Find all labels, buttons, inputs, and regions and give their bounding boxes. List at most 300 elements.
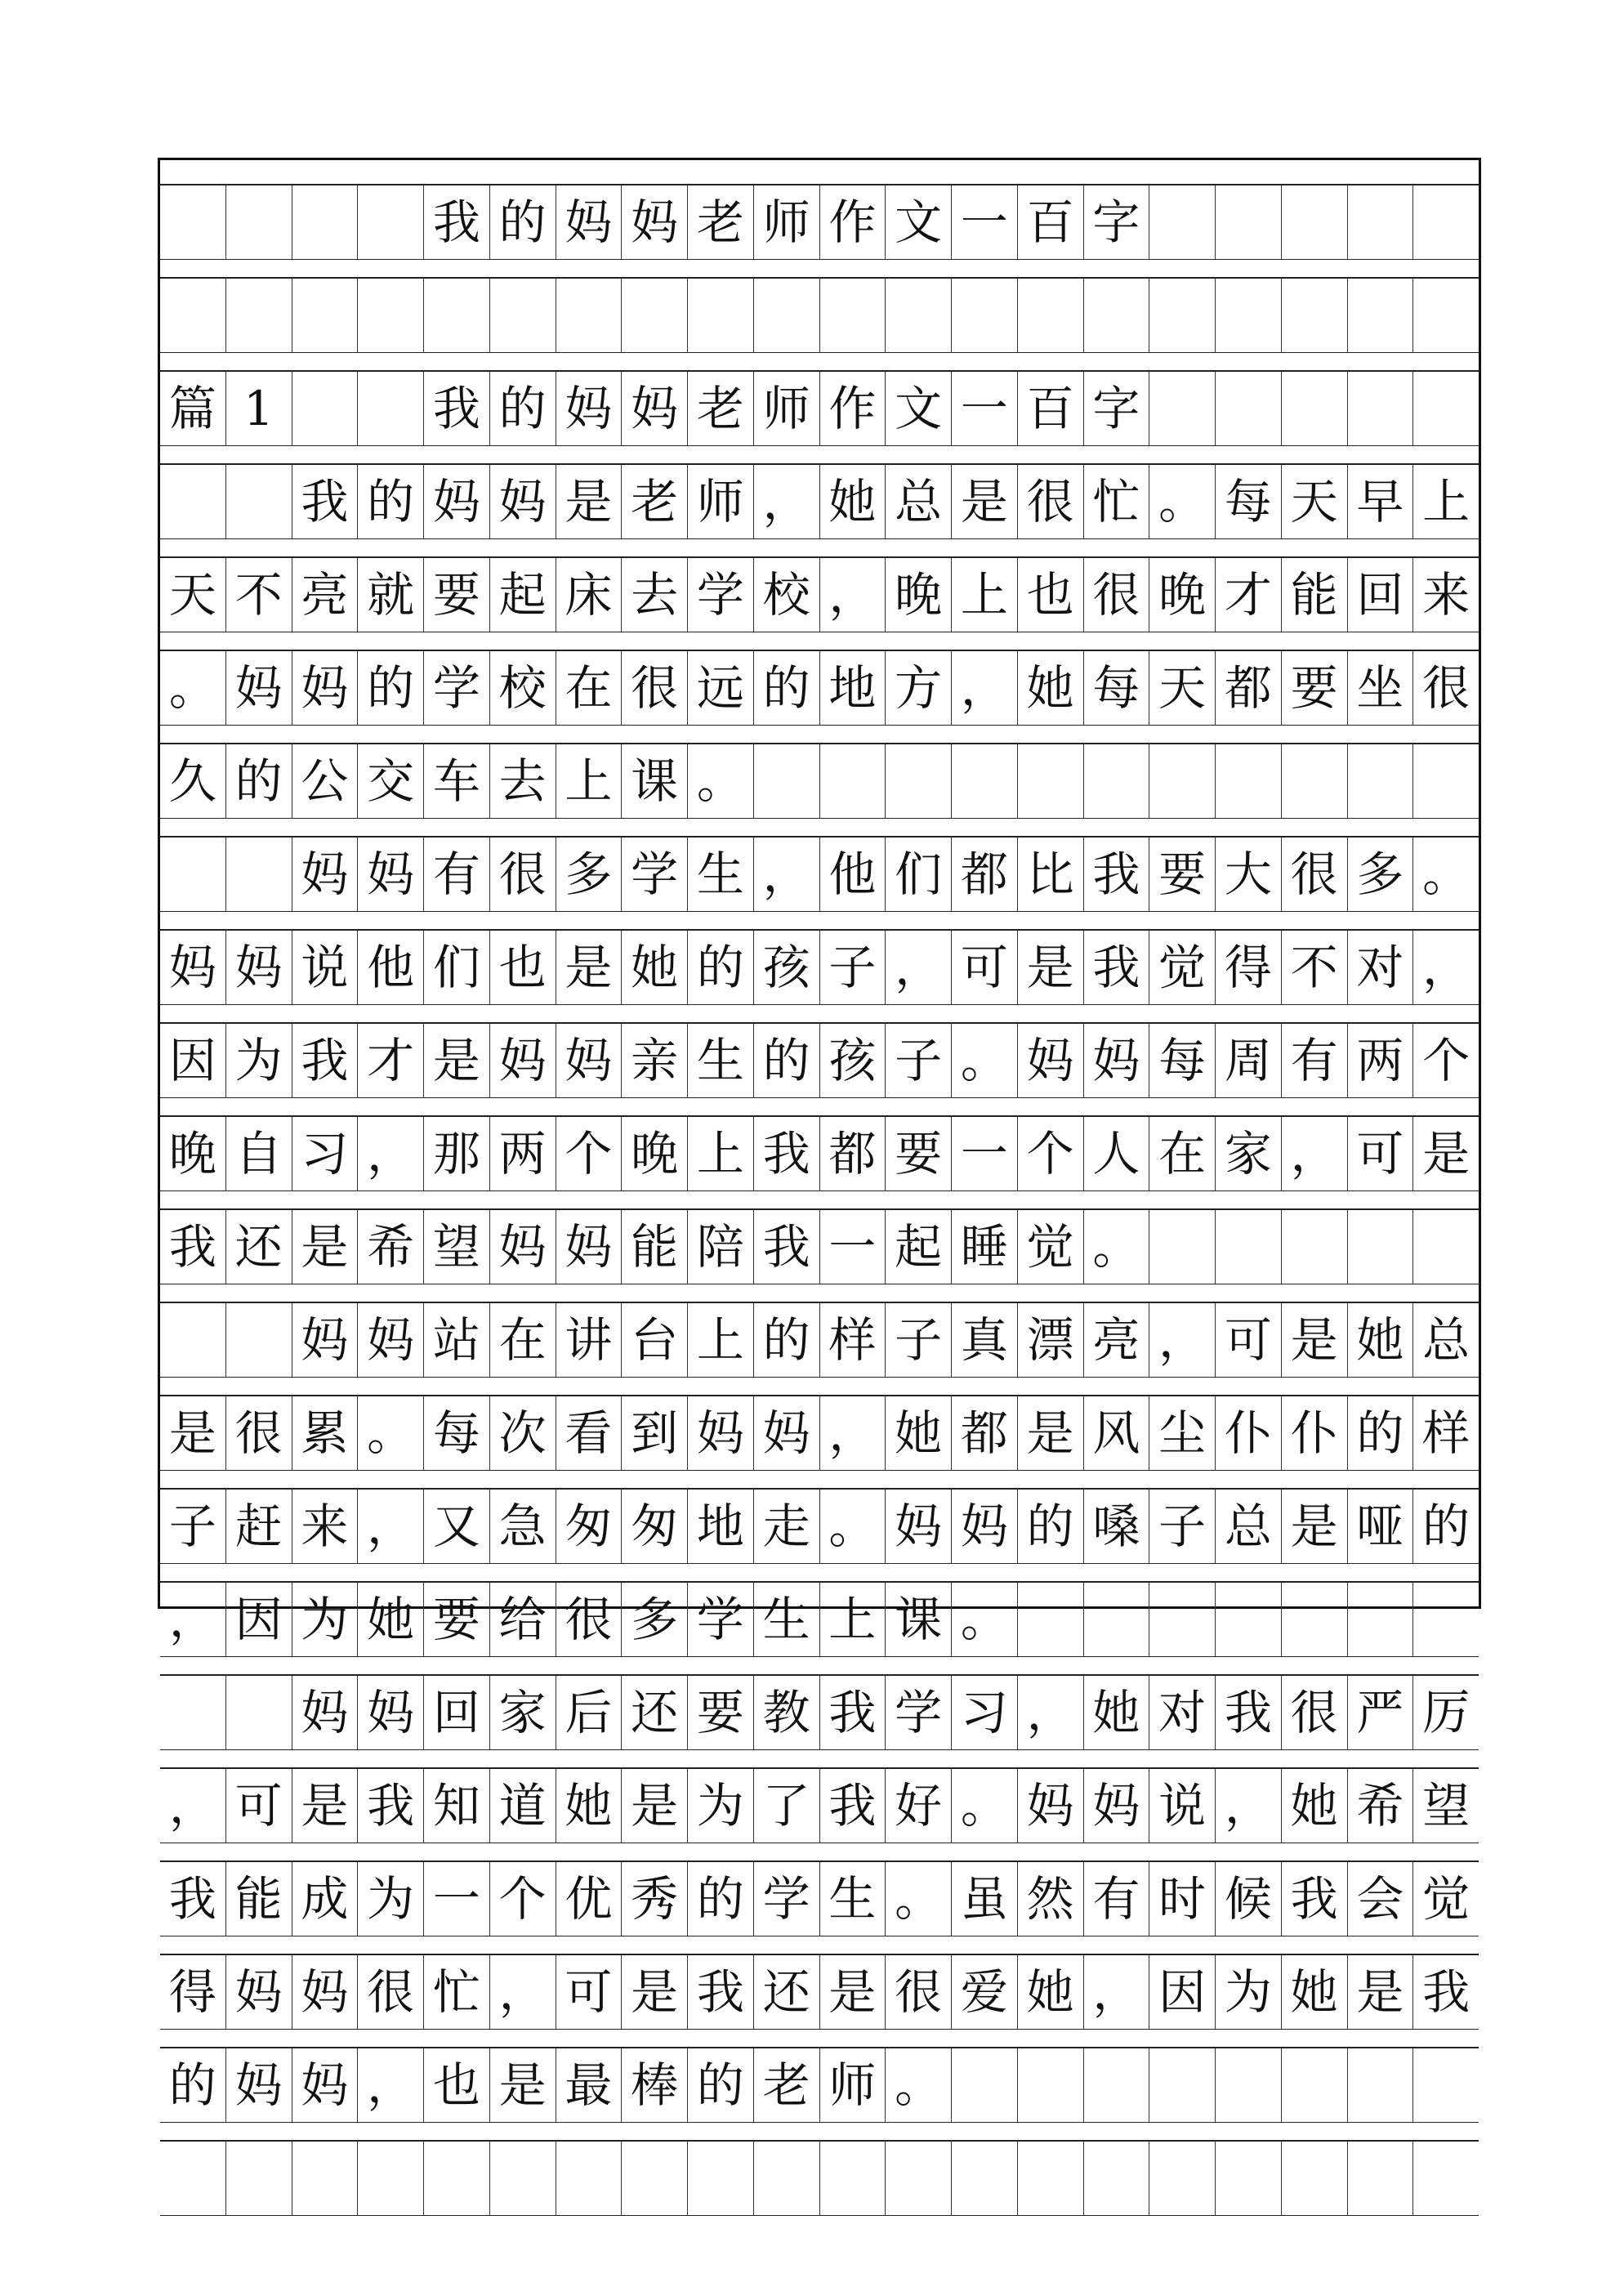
grid-cell: 很 [490,838,556,911]
grid-cell: 。 [820,1490,886,1563]
grid-cell: 她 [1282,1955,1348,2029]
grid-cell: 妈 [490,1024,556,1097]
grid-cell [1348,1583,1414,1656]
grid-cell: 为 [1216,1955,1282,2029]
grid-cell: 习 [292,1117,359,1190]
grid-cell: 1 [226,372,292,445]
grid-cell [886,2142,952,2215]
grid-cell [1348,744,1414,818]
grid-cell: 很 [358,1955,424,2029]
grid-cell: 讲 [556,1303,623,1377]
grid-cell: 匆 [622,1490,688,1563]
grid-cell: 知 [424,1769,490,1843]
grid-cell: 很 [1422,660,1470,716]
grid-row [160,744,1479,819]
grid-cell: 们 [886,838,952,911]
grid-cell: 因 [226,1583,292,1656]
grid-cell: 在 [490,1303,556,1377]
grid-cell: ， [1216,1769,1282,1843]
grid-cell: 教 [754,1676,820,1749]
grid-cell: 两 [1348,1024,1414,1097]
grid-cell: 周 [1216,1024,1282,1097]
grid-cell: 公 [292,744,359,818]
grid-cell: 说 [292,931,359,1004]
grid-cell [1413,372,1479,445]
grid-cell: 百 [1018,185,1084,259]
grid-cell: 一 [952,185,1018,259]
grid-cell: 走 [754,1490,820,1563]
grid-cell [1413,1210,1479,1284]
grid-cell [1413,1583,1479,1656]
grid-cell: 总 [1422,1312,1470,1368]
grid-cell: 一 [820,1210,886,1284]
grid-cell: 她 [556,1769,623,1843]
grid-cell: 后 [556,1676,623,1749]
grid-cell: ， [1282,1117,1348,1190]
grid-cell [1149,744,1216,818]
grid-cell: 生 [688,1024,754,1097]
grid-cell: 生 [820,1862,886,1936]
grid-cell: 个 [1422,1033,1470,1088]
grid-cell: 我 [1084,931,1150,1004]
grid-cell: 虽 [952,1862,1018,1936]
grid-cell: 两 [490,1117,556,1190]
grid-cell [1149,1210,1216,1284]
grid-cell: 上 [688,1303,754,1377]
grid-cell: 的 [688,2048,754,2122]
grid-cell: 亲 [622,1024,688,1097]
grid-row [160,1116,1479,1191]
grid-cell [358,2142,424,2215]
grid-cell [226,465,292,538]
grid-cell: 很 [886,1955,952,2029]
grid-cell: 一 [952,1117,1018,1190]
grid-cell: 都 [820,1117,886,1190]
grid-cell [1282,372,1348,445]
grid-cell [820,744,886,818]
grid-cell: 子 [886,1303,952,1377]
grid-cell: 妈 [886,1490,952,1563]
grid-cell [1348,372,1414,445]
grid-cell: 文 [886,372,952,445]
grid-cell: 我 [754,1117,820,1190]
grid-cell: 的 [358,465,424,538]
row-gap [160,1843,1479,1861]
grid-cell: 校 [754,558,820,632]
grid-cell: 能 [622,1210,688,1284]
grid-cell: 篇 [160,372,226,445]
grid-cell: 个 [1018,1117,1084,1190]
grid-cell: 尘 [1149,1396,1216,1470]
grid-cell [226,185,292,259]
grid-cell: 我 [292,465,359,538]
grid-cell: 要 [1149,838,1216,911]
grid-cell: 是 [556,931,623,1004]
grid-cell [1348,2142,1414,2215]
grid-cell [1018,2048,1084,2122]
grid-cell: 样 [1422,1405,1470,1461]
grid-cell [622,279,688,352]
grid-cell: 学 [622,838,688,911]
grid-cell: 了 [754,1769,820,1843]
grid-cell: 不 [1282,931,1348,1004]
grid-cell: 的 [754,651,820,725]
grid-cell [556,2142,623,2215]
grid-cell: 多 [556,838,623,911]
grid-cell [292,372,359,445]
grid-cell: 妈 [292,651,359,725]
grid-cell: 希 [358,1210,424,1284]
grid-cell: 成 [292,1862,359,1936]
grid-row [160,1768,1479,1843]
grid-cell: 学 [754,1862,820,1936]
grid-cell [1084,2048,1150,2122]
grid-cell [1018,279,1084,352]
grid-cell: 要 [424,1583,490,1656]
row-gap [160,1378,1479,1396]
grid-cell: 样 [820,1303,886,1377]
grid-cell [490,2142,556,2215]
grid-row [160,1209,1479,1284]
grid-cell [1282,1583,1348,1656]
grid-cell: 家 [1216,1117,1282,1190]
grid-cell: 睡 [952,1210,1018,1284]
grid-row [160,1396,1479,1471]
grid-cell: 能 [1282,558,1348,632]
grid-cell [1216,2048,1282,2122]
grid-cell: 每 [1149,1024,1216,1097]
grid-cell: 还 [226,1210,292,1284]
grid-cell [1282,1210,1348,1284]
grid-cell: 天 [1149,651,1216,725]
grid-cell: 又 [424,1490,490,1563]
grid-cell: 爱 [952,1955,1018,2029]
grid-cell: 车 [424,744,490,818]
grid-cell [886,744,952,818]
grid-cell: 上 [820,1583,886,1656]
grid-cell: 。 [886,1862,952,1936]
grid-cell: 就 [358,558,424,632]
row-gap [160,819,1479,837]
grid-cell: 她 [358,1583,424,1656]
grid-cell: 因 [1149,1955,1216,2029]
grid-cell [952,744,1018,818]
grid-cell: 才 [1216,558,1282,632]
grid-cell: ， [952,651,1018,725]
grid-cell: 还 [754,1955,820,2029]
grid-cell: 要 [886,1117,952,1190]
grid-cell: 妈 [424,465,490,538]
grid-cell: 次 [490,1396,556,1470]
grid-cell: 一 [952,372,1018,445]
grid-cell: 能 [226,1862,292,1936]
row-gap [160,167,1479,185]
grid-cell: 回 [424,1676,490,1749]
grid-cell [1149,2142,1216,2215]
grid-cell: 的 [1018,1490,1084,1563]
row-gap [160,1750,1479,1768]
grid-cell: 要 [1282,651,1348,725]
grid-cell [226,279,292,352]
grid-cell: ， [1084,1955,1150,2029]
grid-cell: 来 [1422,567,1470,623]
grid-cell: 有 [1282,1024,1348,1097]
grid-cell: 老 [688,185,754,259]
grid-cell: 她 [622,931,688,1004]
grid-cell: 亮 [292,558,359,632]
grid-cell: 她 [1018,651,1084,725]
grid-cell [160,1303,226,1377]
grid-cell: 交 [358,744,424,818]
grid-cell [688,2142,754,2215]
grid-cell: 我 [688,1955,754,2029]
grid-cell: 的 [1348,1396,1414,1470]
grid-cell [292,279,359,352]
grid-cell [952,2142,1018,2215]
grid-cell: 起 [490,558,556,632]
grid-cell: 。 [358,1396,424,1470]
grid-cell: 是 [1422,1126,1470,1182]
grid-cell [754,744,820,818]
grid-row [160,1489,1479,1564]
grid-cell [490,279,556,352]
grid-cell: 晚 [886,558,952,632]
grid-cell: ， [358,2048,424,2122]
grid-cell [160,2142,226,2215]
grid-cell: 她 [1282,1769,1348,1843]
grid-cell: 们 [424,931,490,1004]
grid-cell: 道 [490,1769,556,1843]
grid-cell: 可 [952,931,1018,1004]
grid-cell: 。 [952,1583,1018,1656]
grid-cell: 我 [160,1210,226,1284]
row-gap [160,1936,1479,1954]
grid-cell: 哑 [1348,1490,1414,1563]
grid-cell: 妈 [226,651,292,725]
grid-cell: 赶 [226,1490,292,1563]
grid-cell: 每 [1216,465,1282,538]
grid-cell [424,2142,490,2215]
grid-cell: 天 [1282,465,1348,538]
grid-cell: 孩 [820,1024,886,1097]
grid-cell: 。 [886,2048,952,2122]
grid-cell: 她 [1084,1676,1150,1749]
grid-cell: 妈 [556,372,623,445]
grid-cell [1018,2142,1084,2215]
grid-cell [688,279,754,352]
grid-cell: 我 [1084,838,1150,911]
grid-cell [160,465,226,538]
grid-cell: 子 [1149,1490,1216,1563]
grid-cell: 妈 [556,1024,623,1097]
grid-cell: 她 [886,1396,952,1470]
grid-cell [952,279,1018,352]
grid-cell: 家 [490,1676,556,1749]
grid-cell: 。 [1084,1210,1150,1284]
grid-cell: 台 [622,1303,688,1377]
grid-cell: 上 [1422,474,1470,529]
grid-cell: 子 [886,1024,952,1097]
grid-row [160,1582,1479,1657]
grid-cell: 我 [292,1024,359,1097]
grid-cell: 晚 [1149,558,1216,632]
grid-cell [1216,1210,1282,1284]
grid-cell: 字 [1084,185,1150,259]
grid-cell: 学 [688,1583,754,1656]
grid-cell [1282,2142,1348,2215]
grid-cell: 妈 [292,1955,359,2029]
grid-cell: 是 [292,1210,359,1284]
grid-cell: 课 [622,744,688,818]
grid-row [160,371,1479,446]
grid-cell: ， [1149,1303,1216,1377]
grid-cell [1149,279,1216,352]
grid-cell: 的 [160,2048,226,2122]
grid-cell: 坐 [1348,651,1414,725]
grid-cell [1413,744,1479,818]
grid-cell: 妈 [754,1396,820,1470]
grid-cell: 累 [292,1396,359,1470]
grid-cell [952,2048,1018,2122]
grid-cell [226,2142,292,2215]
grid-cell: 妈 [160,931,226,1004]
grid-cell: 的 [226,744,292,818]
grid-cell [622,2142,688,2215]
grid-cell: ， [358,1490,424,1563]
row-gap [160,632,1479,650]
grid-cell: 。 [1149,465,1216,538]
grid-cell [226,838,292,911]
grid-cell: ， [160,1583,226,1656]
grid-cell: 作 [820,372,886,445]
grid-row [160,837,1479,912]
grid-cell: 给 [490,1583,556,1656]
grid-cell: 妈 [688,1396,754,1470]
grid-cell [1149,2048,1216,2122]
grid-cell: 觉 [1149,931,1216,1004]
grid-cell: 去 [622,558,688,632]
grid-cell: 的 [754,1024,820,1097]
grid-cell: 是 [556,465,623,538]
grid-cell: 她 [820,465,886,538]
grid-cell: 妈 [1018,1024,1084,1097]
grid-cell: 为 [226,1024,292,1097]
grid-cell: 也 [490,931,556,1004]
grid-cell [1216,1583,1282,1656]
grid-cell: 是 [1018,1396,1084,1470]
grid-cell: 很 [226,1396,292,1470]
grid-row [160,1675,1479,1750]
grid-cell: 厉 [1422,1685,1470,1740]
grid-cell: 得 [160,1955,226,2029]
grid-cell: 可 [1216,1303,1282,1377]
grid-row [160,1302,1479,1378]
grid-cell: 才 [358,1024,424,1097]
grid-cell: 很 [1282,1676,1348,1749]
grid-row [160,930,1479,1005]
grid-cell [1084,2142,1150,2215]
grid-cell: 很 [622,651,688,725]
grid-cell: 师 [820,2048,886,2122]
grid-cell: 妈 [226,1955,292,2029]
grid-cell [1413,185,1479,259]
grid-cell: 妈 [292,838,359,911]
grid-cell: 忙 [1084,465,1150,538]
grid-cell: 优 [556,1862,623,1936]
grid-cell [1149,1583,1216,1656]
grid-cell: 老 [688,372,754,445]
grid-cell: 那 [424,1117,490,1190]
grid-cell: ， [160,1769,226,1843]
grid-row [160,1023,1479,1098]
grid-cell: 的 [688,1862,754,1936]
row-gap [160,260,1479,278]
grid-cell: 妈 [1018,1769,1084,1843]
grid-cell: 晚 [160,1117,226,1190]
grid-cell: 师 [688,465,754,538]
grid-cell: 去 [490,744,556,818]
grid-cell [1216,372,1282,445]
row-gap [160,353,1479,371]
grid-row [160,1954,1479,2030]
grid-cell: 校 [490,651,556,725]
grid-cell [556,279,623,352]
grid-cell [1018,1583,1084,1656]
row-gap [160,1284,1479,1302]
grid-cell: 可 [226,1769,292,1843]
grid-cell: 人 [1084,1117,1150,1190]
grid-cell: 还 [622,1676,688,1749]
grid-cell: 床 [556,558,623,632]
grid-cell [424,279,490,352]
row-gap [160,446,1479,464]
grid-cell: 总 [1216,1490,1282,1563]
grid-cell: 候 [1216,1862,1282,1936]
grid-cell: ， [820,558,886,632]
grid-cell: 地 [820,651,886,725]
grid-cell [1216,279,1282,352]
grid-cell: 觉 [1422,1871,1470,1927]
grid-cell: 的 [754,1303,820,1377]
grid-cell: 有 [1084,1862,1150,1936]
grid-row [160,1861,1479,1936]
grid-cell: 上 [688,1117,754,1190]
grid-cell: 真 [952,1303,1018,1377]
row-gap [160,1005,1479,1023]
grid-cell [1348,1210,1414,1284]
grid-cell [160,1676,226,1749]
grid-cell: 回 [1348,558,1414,632]
grid-cell: ， [358,1117,424,1190]
grid-cell: 个 [556,1117,623,1190]
grid-cell: 子 [820,931,886,1004]
grid-cell: ， [886,931,952,1004]
grid-cell: ， [754,838,820,911]
grid-cell: 看 [556,1396,623,1470]
grid-cell: 我 [160,1862,226,1936]
grid-cell: 文 [886,185,952,259]
grid-row [160,185,1479,260]
grid-cell [754,2142,820,2215]
grid-cell: 子 [160,1490,226,1563]
grid-cell: 严 [1348,1676,1414,1749]
grid-cell: 妈 [1084,1769,1150,1843]
grid-cell: 我 [820,1769,886,1843]
grid-cell: 妈 [490,1210,556,1284]
grid-cell: 是 [820,1955,886,2029]
grid-cell: 课 [886,1583,952,1656]
grid-cell: 因 [160,1024,226,1097]
